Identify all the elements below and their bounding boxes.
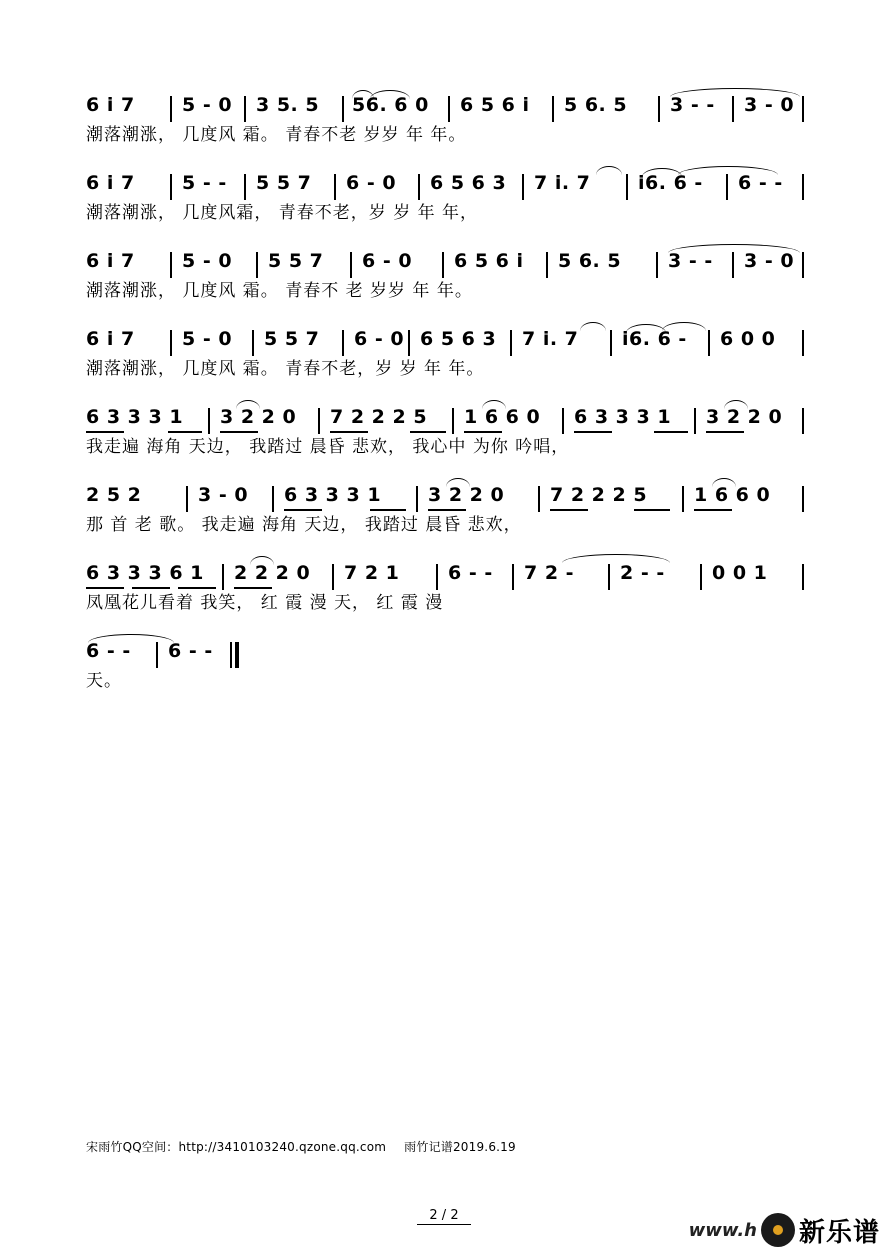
site-logo [689, 1210, 880, 1250]
measure: 0 0 1 [712, 562, 768, 584]
measure: 6 3 3 3 1 [574, 406, 672, 428]
barline [694, 408, 696, 434]
measure: 5 - 0 [182, 250, 233, 272]
measure: 3 5. 5 [256, 94, 320, 116]
underline-beam [220, 431, 258, 433]
barline [170, 174, 172, 200]
measure: 7 2 2 2 5 [330, 406, 428, 428]
barline [700, 564, 702, 590]
notes-row [86, 244, 806, 278]
measure: 3 - 0 [198, 484, 249, 506]
notes-row [86, 88, 806, 122]
barline [552, 96, 554, 122]
measure: 5 5 7 [264, 328, 320, 350]
barline [408, 330, 410, 356]
measure: 6 5 6 3 [420, 328, 497, 350]
final-barline-thin [230, 642, 232, 668]
barline [436, 564, 438, 590]
barline [802, 96, 804, 122]
measure: 6 - - [86, 640, 131, 662]
measure: 6 5 6 i [460, 94, 530, 116]
lyrics-row: 潮落潮涨， 几度风 霜。 青春不老，岁 岁 年 年。 [86, 359, 485, 379]
underline-beam [464, 431, 502, 433]
measure: 6 5 6 i [454, 250, 524, 272]
measure: 6 - - [168, 640, 213, 662]
lyrics-row: 潮落潮涨， 几度风 霜。 青春不老 岁岁 年 年。 [86, 125, 467, 145]
barline [442, 252, 444, 278]
measure: 6 3 3 3 6 1 [86, 562, 204, 584]
slur [580, 322, 606, 331]
underline-beam [168, 431, 202, 433]
barline [802, 564, 804, 590]
barline [682, 486, 684, 512]
barline [522, 174, 524, 200]
measure: 3 2 2 0 [220, 406, 297, 428]
barline [342, 330, 344, 356]
slur [596, 166, 622, 175]
score-system-6 [86, 478, 806, 538]
barline [732, 252, 734, 278]
measure: 7 2 1 [344, 562, 400, 584]
barline [244, 174, 246, 200]
barline [350, 252, 352, 278]
page-number-text: 2 / 2 [417, 1208, 470, 1225]
notes-row [86, 556, 806, 590]
barline [802, 174, 804, 200]
underline-beam [654, 431, 688, 433]
barline [252, 330, 254, 356]
measure: 56. 6 0 [352, 94, 429, 116]
barline [512, 564, 514, 590]
measure: 3 - - [668, 250, 713, 272]
measure: 5 - - [182, 172, 227, 194]
barline [802, 252, 804, 278]
site-url: www.h [688, 1219, 757, 1241]
barline [708, 330, 710, 356]
underline-beam [284, 509, 322, 511]
barline [272, 486, 274, 512]
notes-row [86, 478, 806, 512]
measure: 5 6. 5 [564, 94, 628, 116]
measure: 6 i 7 [86, 250, 135, 272]
measure: 6 - - [448, 562, 493, 584]
barline [726, 174, 728, 200]
barline [186, 486, 188, 512]
measure: 3 - 0 [744, 250, 795, 272]
barline [244, 96, 246, 122]
measure: 7 i. 7 [534, 172, 591, 194]
measure: 6 - 0 [346, 172, 397, 194]
score-system-3 [86, 244, 806, 304]
underline-beam [550, 509, 588, 511]
measure: 7 i. 7 [522, 328, 579, 350]
measure: 6 0 0 [720, 328, 776, 350]
transcriber-credit [86, 1138, 516, 1155]
underline-beam [370, 509, 406, 511]
score-system-1 [86, 88, 806, 148]
score-system-5 [86, 400, 806, 460]
measure: 2 5 2 [86, 484, 142, 506]
notes-row [86, 634, 256, 668]
underline-beam [86, 587, 124, 589]
measure: 6 5 6 3 [430, 172, 507, 194]
record-disc-icon [761, 1213, 795, 1247]
measure: 5 - 0 [182, 328, 233, 350]
barline [626, 174, 628, 200]
lyrics-row: 那 首 老 歌。 我走遍 海角 天边， 我踏过 晨昏 悲欢， [86, 515, 522, 535]
barline [608, 564, 610, 590]
underline-beam [574, 431, 612, 433]
measure: 3 2 2 0 [706, 406, 783, 428]
lyrics-row: 潮落潮涨， 几度风 霜。 青春不 老 岁岁 年 年。 [86, 281, 473, 301]
notes-row [86, 400, 806, 434]
underline-beam [330, 431, 368, 433]
underline-beam [132, 587, 170, 589]
barline [156, 642, 158, 668]
barline [448, 96, 450, 122]
measure: 1 6 6 0 [464, 406, 541, 428]
score-system-4 [86, 322, 806, 382]
barline [170, 252, 172, 278]
barline [802, 486, 804, 512]
measure: 3 - 0 [744, 94, 795, 116]
barline [658, 96, 660, 122]
barline [656, 252, 658, 278]
barline [546, 252, 548, 278]
measure: 6 i 7 [86, 328, 135, 350]
barline [222, 564, 224, 590]
tie [662, 322, 706, 331]
score-system-8 [86, 634, 256, 694]
measure: 6 - 0 [354, 328, 405, 350]
measure: 6 3 3 3 1 [86, 406, 184, 428]
measure: 5 6. 5 [558, 250, 622, 272]
barline [732, 96, 734, 122]
underline-beam [410, 431, 446, 433]
underline-beam [234, 587, 272, 589]
underline-beam [178, 587, 216, 589]
barline [538, 486, 540, 512]
underline-beam [86, 431, 124, 433]
barline [208, 408, 210, 434]
barline [452, 408, 454, 434]
barline [342, 96, 344, 122]
measure: 2 - - [620, 562, 665, 584]
measure: i6. 6 - [622, 328, 687, 350]
measure: 7 2 - [524, 562, 575, 584]
measure: 3 - - [670, 94, 715, 116]
measure: 6 i 7 [86, 172, 135, 194]
score-system-7 [86, 556, 806, 616]
measure: 5 5 7 [268, 250, 324, 272]
measure: 7 2 2 2 5 [550, 484, 648, 506]
lyrics-row: 凤凰花儿看着 我笑， 红 霞 漫 天， 红 霞 漫 [86, 593, 444, 613]
barline [334, 174, 336, 200]
barline [416, 486, 418, 512]
measure: 3 2 2 0 [428, 484, 505, 506]
barline [318, 408, 320, 434]
measure: 5 - 0 [182, 94, 233, 116]
underline-beam [706, 431, 744, 433]
final-barline-thick [235, 642, 239, 668]
measure: 1 6 6 0 [694, 484, 771, 506]
measure: 6 - - [738, 172, 783, 194]
transcription-date: 雨竹记谱2019.6.19 [404, 1140, 516, 1154]
barline [256, 252, 258, 278]
measure: 6 i 7 [86, 94, 135, 116]
barline [562, 408, 564, 434]
measure: 2 2 2 0 [234, 562, 311, 584]
barline [170, 96, 172, 122]
measure: i6. 6 - [638, 172, 703, 194]
lyrics-row: 天。 [86, 671, 122, 691]
score-system-2 [86, 166, 806, 226]
lyrics-row: 我走遍 海角 天边， 我踏过 晨昏 悲欢， 我心中 为你 吟唱， [86, 437, 570, 457]
barline [418, 174, 420, 200]
credit-text: 宋雨竹QQ空间：http://3410103240.qzone.qq.com [86, 1140, 387, 1154]
measure: 6 3 3 3 1 [284, 484, 382, 506]
measure: 5 5 7 [256, 172, 312, 194]
barline [332, 564, 334, 590]
barline [802, 330, 804, 356]
barline [610, 330, 612, 356]
notes-row [86, 322, 806, 356]
barline [510, 330, 512, 356]
measure: 6 - 0 [362, 250, 413, 272]
barline [170, 330, 172, 356]
barline [802, 408, 804, 434]
underline-beam [428, 509, 466, 511]
lyrics-row: 潮落潮涨， 几度风霜， 青春不老，岁 岁 年 年， [86, 203, 479, 223]
underline-beam [634, 509, 670, 511]
underline-beam [694, 509, 732, 511]
site-name: 新乐谱 [798, 1217, 880, 1248]
notes-row [86, 166, 806, 200]
